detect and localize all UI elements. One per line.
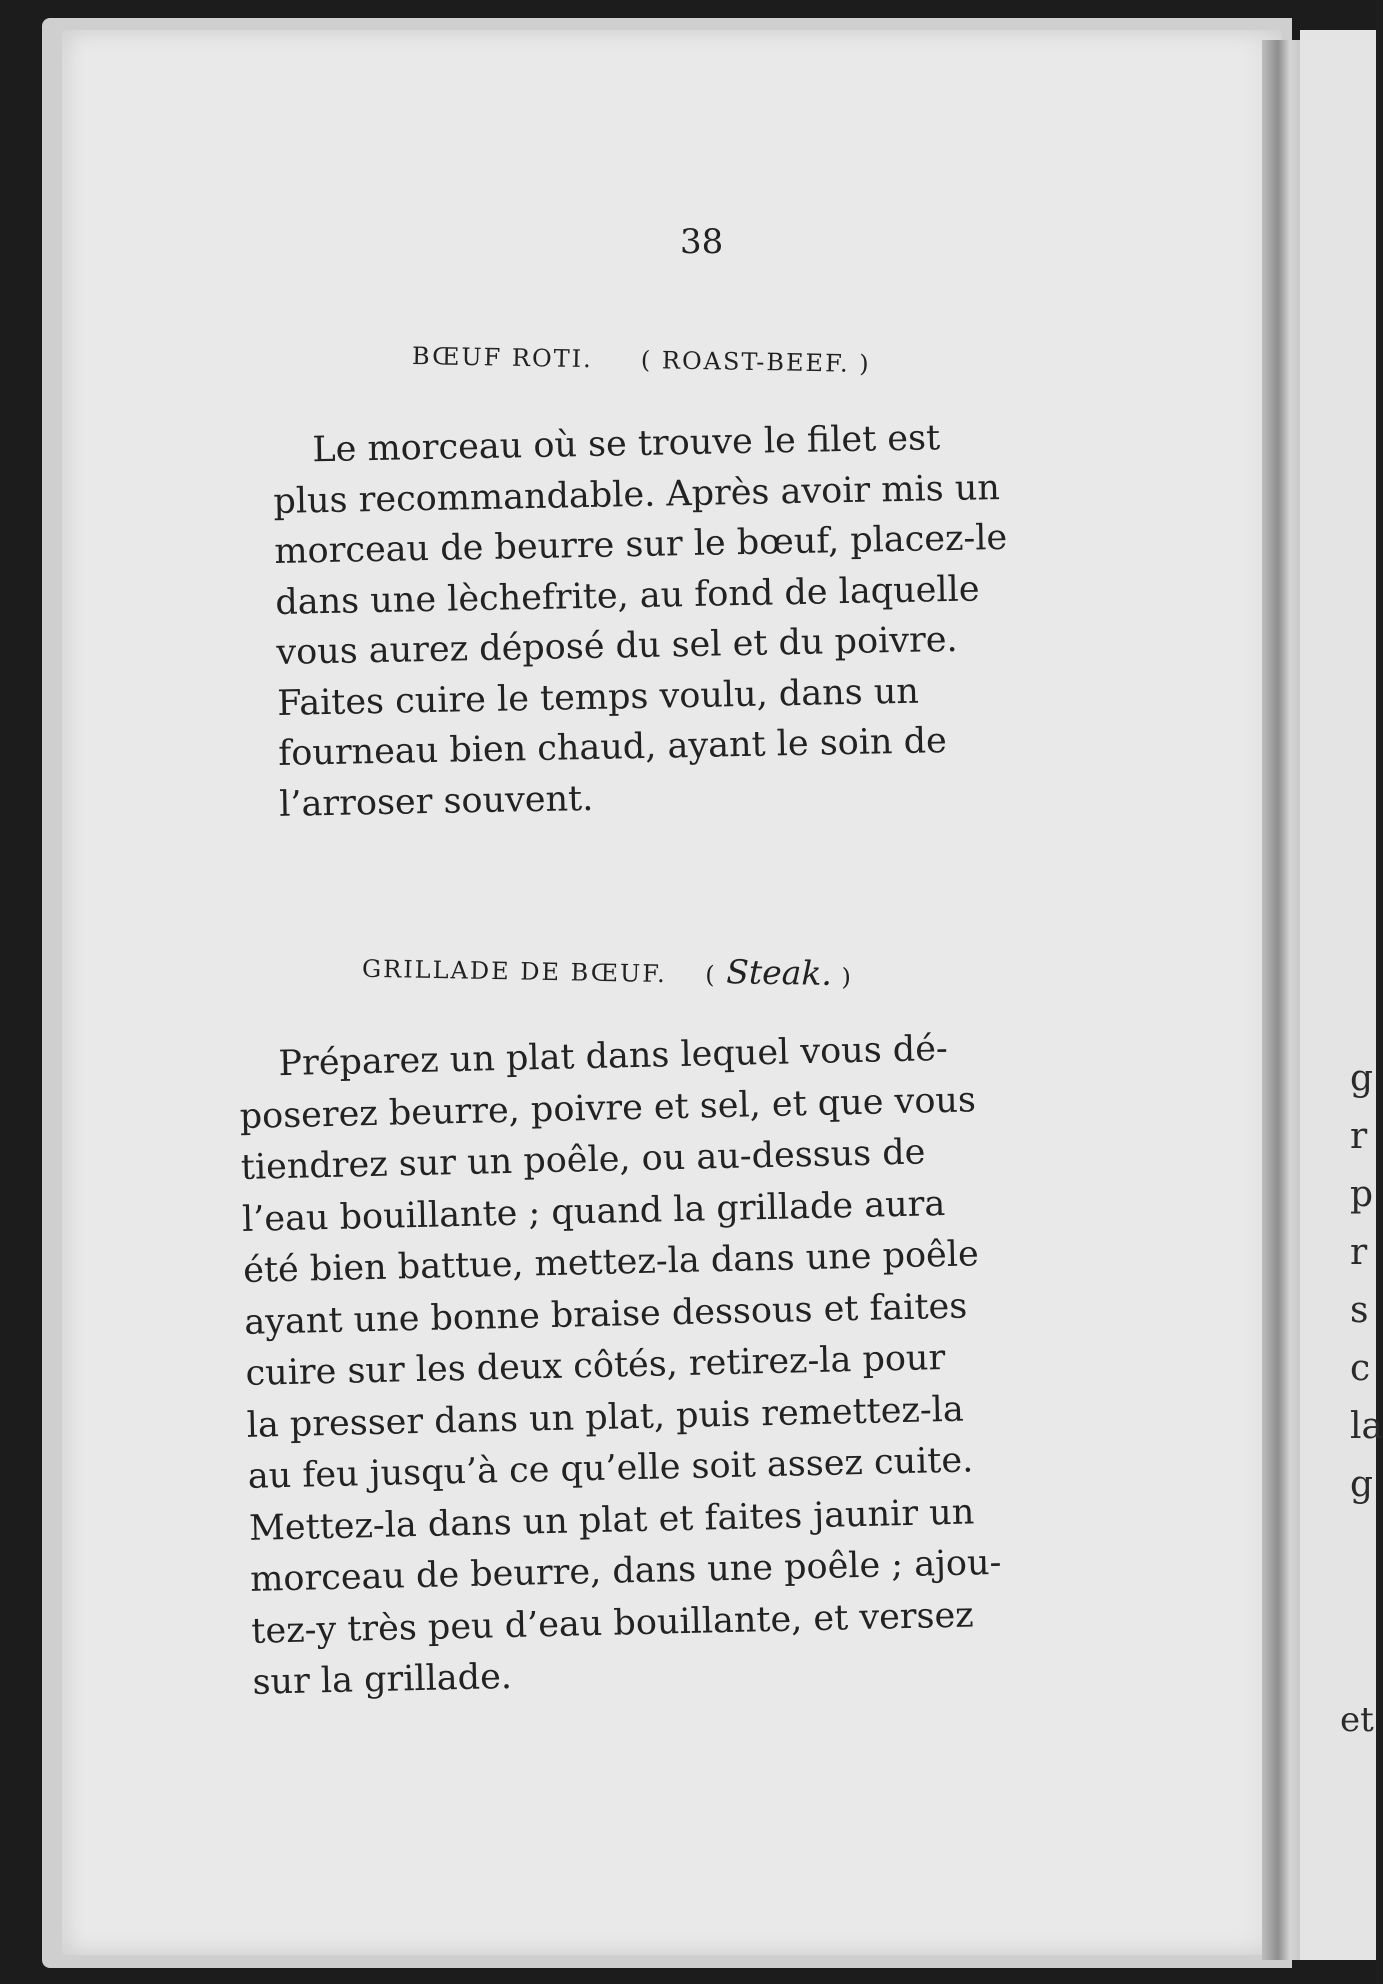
opposite-page — [1300, 30, 1376, 1960]
text-line: cuire sur les deux côtés, retirez-la pour — [245, 1338, 946, 1394]
text-line: au feu jusqu’à ce qu’elle soit assez cuite. — [247, 1440, 974, 1497]
text-line: Mettez-la dans un plat et faites jaunir un — [248, 1491, 975, 1549]
text-line: poserez beurre, poivre et sel, et que vous — [239, 1079, 977, 1137]
fragment: la — [1350, 1406, 1383, 1447]
paren-close: ) — [841, 963, 854, 992]
text-line: tez-y très peu d’eau bouillante, et versez — [250, 1594, 975, 1652]
text-line: sur la grillade. — [252, 1656, 513, 1703]
text-line: la presser dans un plat, puis remettez-la — [246, 1389, 965, 1446]
book-gutter — [1262, 40, 1302, 1960]
text-line: Le morceau où se trouve le filet est — [312, 418, 941, 471]
text-line: morceau de beurre, dans une poêle ; ajou- — [249, 1542, 1002, 1600]
fragment: r — [1350, 1232, 1368, 1273]
fragment: p — [1350, 1174, 1374, 1215]
opposite-page-bottom-fragment: et — [1340, 1700, 1374, 1740]
section-alt-title: ( ROAST-BEEF. ) — [640, 345, 871, 379]
text-line: dans une lèchefrite, au fond de laquelle — [275, 568, 980, 623]
fragment: g — [1350, 1464, 1374, 1505]
text-line: Faites cuire le temps voulu, dans un — [276, 671, 920, 724]
text-line: l’eau bouillante ; quand la grillade aura — [241, 1183, 946, 1240]
section-title: GRILLADE DE BŒUF. — [361, 954, 668, 989]
paragraph-roast-beef — [272, 410, 1120, 830]
text-line: plus recommandable. Après avoir mis un — [273, 467, 1001, 522]
text-line: morceau de beurre sur le bœuf, placez-le — [274, 517, 1008, 572]
paren-open: ( — [705, 960, 717, 989]
text-line: ayant une bonne braise dessous et faites — [243, 1286, 968, 1343]
text-line: vous aurez déposé du sel et du poivre. — [275, 619, 958, 673]
section-alt-title: Steak. — [726, 952, 833, 993]
opposite-page-fragments — [1350, 1050, 1383, 1514]
fragment: c — [1350, 1348, 1371, 1389]
text-line: l’arroser souvent. — [278, 778, 594, 825]
page-number: 38 — [680, 222, 724, 262]
fragment: r — [1350, 1116, 1368, 1157]
section-title: BŒUF ROTI. — [411, 341, 594, 374]
text-line: été bien battue, mettez-la dans une poêle — [242, 1234, 980, 1291]
text-line: Préparez un plat dans lequel vous dé- — [278, 1028, 949, 1085]
fragment: s — [1350, 1290, 1369, 1331]
text-line: fourneau bien chaud, ayant le soin de — [277, 721, 948, 774]
fragment: g — [1350, 1058, 1374, 1099]
paragraph-steak — [238, 1021, 1105, 1710]
text-line: tiendrez sur un poêle, ou au-dessus de — [240, 1132, 926, 1188]
